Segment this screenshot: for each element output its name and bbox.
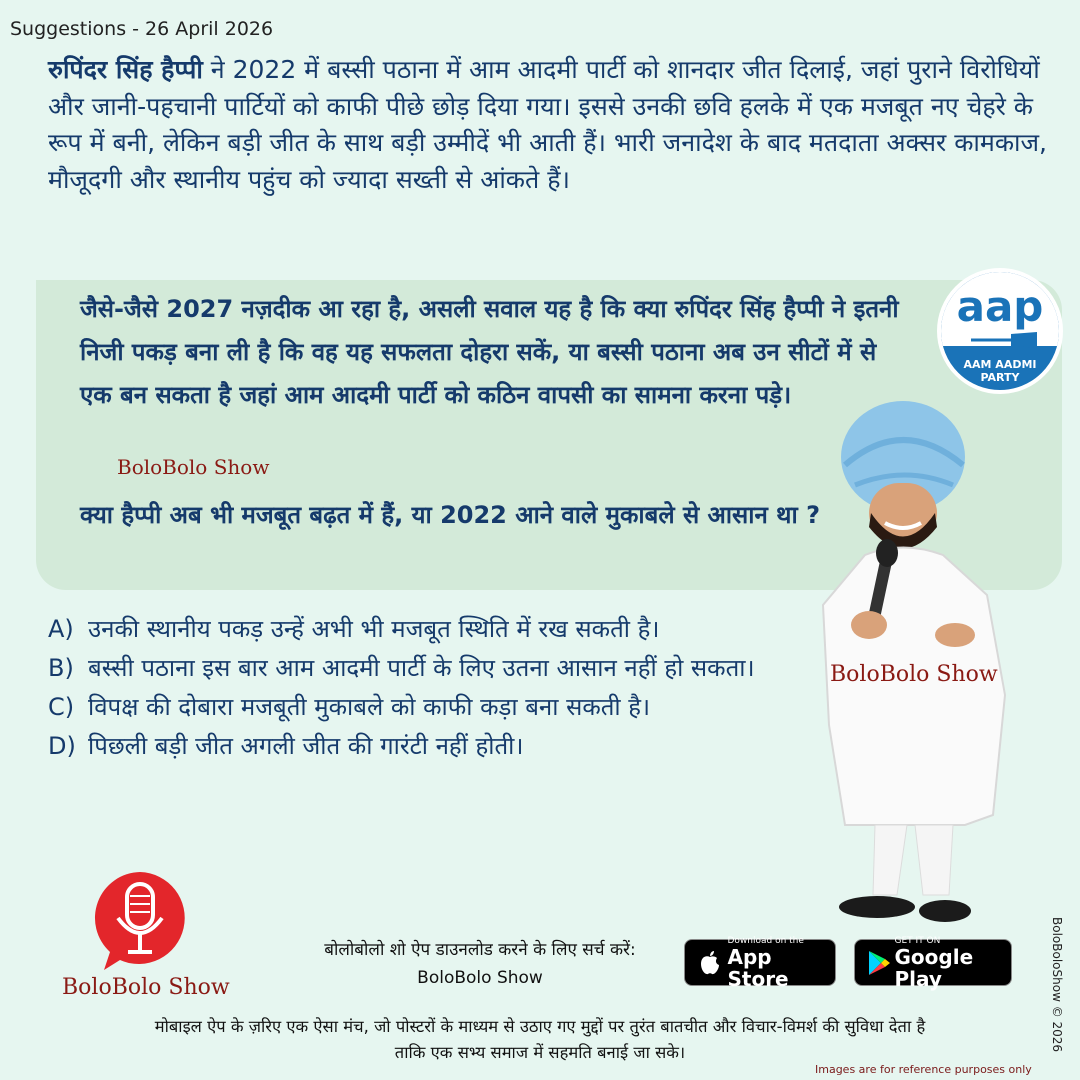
footer-text [20, 1014, 1060, 1066]
option-text: बस्सी पठाना इस बार आम आदमी पार्टी के लिए उतना आसान नहीं हो सकता। [88, 654, 755, 682]
options-list [48, 610, 828, 766]
download-prompt-text: बोलोबोलो शो ऐप डाउनलोड करने के लिए सर्च करें: [324, 940, 636, 960]
option-letter: C) [48, 693, 75, 721]
google-play-icon [863, 950, 895, 976]
intro-paragraph [48, 52, 1048, 198]
option-c[interactable] [48, 688, 828, 727]
copyright-text: BoloBoloShow © 2026 [1050, 917, 1064, 1053]
google-play-button[interactable] [854, 935, 1012, 991]
bolobolo-mic-icon [90, 868, 190, 973]
app-store-small: Download on the [727, 935, 804, 946]
option-b[interactable] [48, 649, 828, 688]
bolobolo-logo-label: BoloBolo Show [62, 975, 230, 1000]
intro-text: ने 2022 में बस्सी पठाना में आम आदमी पार्टी को शानदार जीत दिलाई, जहां पुराने विरोधियों और जानी-पहचानी पार्टियों को काफी पीछे छोड़ दिया गया। इससे उनकी छवि हलके में एक मजबूत नए चेहरे के रूप में बनी, लेकिन बड़ी जीत के साथ बड़ी उम्मीदें भी आती हैं। भारी जनादेश के बाद मतदाता अक्सर कामकाज, मौजूदगी और स्थानीय पहुंच को ज्यादा सख्ती से आंकते हैं। [48, 55, 1047, 194]
candidate-name: रुपिंदर सिंह हैप्पी [48, 55, 203, 84]
option-letter: A) [48, 615, 74, 643]
watermark-small: BoloBolo Show [117, 455, 270, 479]
option-text: उनकी स्थानीय पकड़ उन्हें अभी भी मजबूत स्थिति में रख सकती है। [88, 615, 660, 643]
aap-logo-word: aap [956, 282, 1044, 331]
app-name: BoloBolo Show [417, 968, 543, 988]
footer-line-2: ताकि एक सभ्य समाज में सहमति बनाई जा सके। [394, 1043, 686, 1062]
google-play-big: Google Play [894, 944, 974, 991]
watermark-large: BoloBolo Show [830, 662, 998, 687]
option-d[interactable] [48, 727, 828, 766]
option-letter: D) [48, 732, 76, 760]
broom-icon [971, 332, 1037, 348]
option-letter: B) [48, 654, 74, 682]
download-prompt [280, 936, 680, 992]
aap-logo-name: AAM AADMI PARTY [963, 358, 1037, 384]
aap-party-logo [937, 268, 1063, 394]
option-a[interactable] [48, 610, 828, 649]
footer-line-1: मोबाइल ऐप के ज़रिए एक ऐसा मंच, जो पोस्टरों के माध्यम से उठाए गए मुद्दों पर तुरंत बातचीत और विचार-विमर्श की सुविधा देता है [154, 1017, 926, 1036]
option-text: पिछली बड़ी जीत अगली जीत की गारंटी नहीं होती। [88, 732, 524, 760]
copyright-vertical [1047, 910, 1067, 1060]
app-store-big: App Store [727, 944, 789, 991]
question-ask: क्या हैप्पी अब भी मजबूत बढ़त में हैं, या 2022 आने वाले मुकाबले से आसान था ? [80, 501, 821, 529]
date-label: Suggestions - 26 April 2026 [10, 18, 274, 40]
google-play-small: GET IT ON [894, 935, 941, 946]
question-paragraph: जैसे-जैसे 2027 नज़दीक आ रहा है, असली सवाल यह है कि क्या रुपिंदर सिंह हैप्पी ने इतनी निजी पकड़ बना ली है कि वह यह सफलता दोहरा सकें, या बस्सी पठाना अब उन सीटों में से एक बन सकता है जहां आम आदमी पार्टी को कठिन वापसी का सामना करना पड़े। [80, 295, 899, 409]
option-text: विपक्ष की दोबारा मजबूती मुकाबले को काफी कड़ा बना सकती है। [88, 693, 651, 721]
app-store-button[interactable] [684, 935, 836, 991]
disclaimer: Images are for reference purposes only [815, 1063, 1032, 1076]
apple-icon [693, 950, 727, 976]
